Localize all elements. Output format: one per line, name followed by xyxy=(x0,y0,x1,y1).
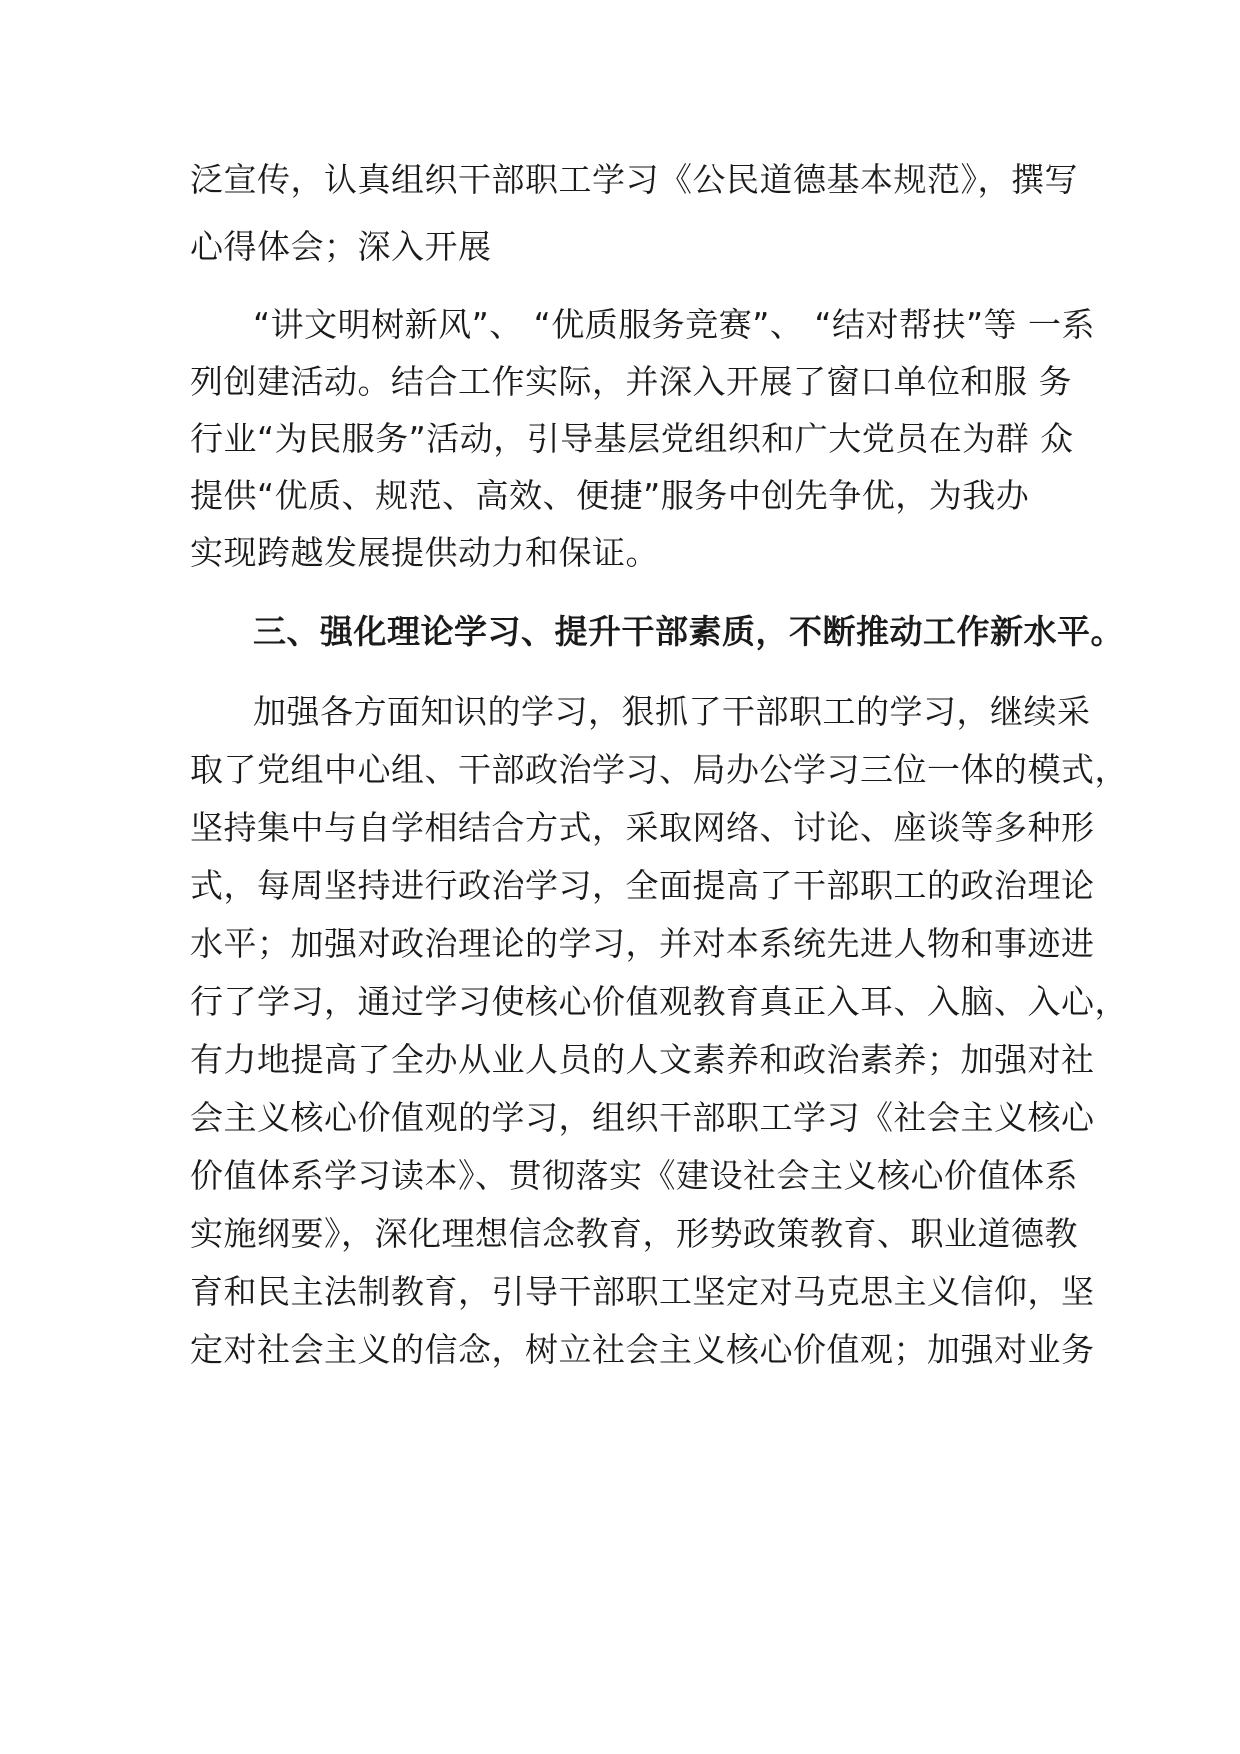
text-line: 实现跨越发展提供动力和保证。 xyxy=(190,533,659,572)
text-line: 行业“为民服务”活动，引导基层党组织和广大党员在为群 众 xyxy=(190,419,1074,458)
text-line: 泛宣传，认真组织干部职工学习《公民道德基本规范》，撰写 xyxy=(190,160,1078,199)
section-heading: 三、强化理论学习、提升干部素质，不断推动工作新水平。 xyxy=(253,612,1124,651)
text-line: 实施纲要》，深化理想信念教育，形势政策教育、职业道德教 xyxy=(190,1214,1078,1253)
text-line: 加强各方面知识的学习，狠抓了干部职工的学习，继续采 xyxy=(253,692,1091,731)
text-line: 坚持集中与自学相结合方式，采取网络、讨论、座谈等多种形 xyxy=(190,808,1095,847)
text-line: 列创建活动。结合工作实际，并深入开展了窗口单位和服 务 xyxy=(190,362,1072,401)
text-line: 行了学习，通过学习使核心价值观教育真正入耳、入脑、入心， xyxy=(190,982,1128,1021)
text-line: “讲文明树新风”、 “优质服务竞赛”、 “结对帮扶”等 一系 xyxy=(253,305,1096,344)
text-line: 取了党组中心组、干部政治学习、局办公学习三位一体的模式， xyxy=(190,750,1128,789)
text-line: 式，每周坚持进行政治学习，全面提高了干部职工的政治理论 xyxy=(190,866,1095,905)
text-line: 心得体会；深入开展 xyxy=(190,227,492,266)
text-line: 定对社会主义的信念，树立社会主义核心价值观；加强对业务 xyxy=(190,1330,1095,1369)
text-line: 水平；加强对政治理论的学习，并对本系统先进人物和事迹进 xyxy=(190,924,1095,963)
text-line: 价值体系学习读本》、贯彻落实《建设社会主义核心价值体系 xyxy=(190,1156,1078,1195)
text-line: 育和民主法制教育，引导干部职工坚定对马克思主义信仰，坚 xyxy=(190,1272,1095,1311)
text-line: 会主义核心价值观的学习，组织干部职工学习《社会主义核心 xyxy=(190,1098,1095,1137)
text-line: 提供“优质、规范、高效、便捷”服务中创先争优，为我办 xyxy=(190,476,1030,515)
text-line: 有力地提高了全办从业人员的人文素养和政治素养；加强对社 xyxy=(190,1040,1095,1079)
